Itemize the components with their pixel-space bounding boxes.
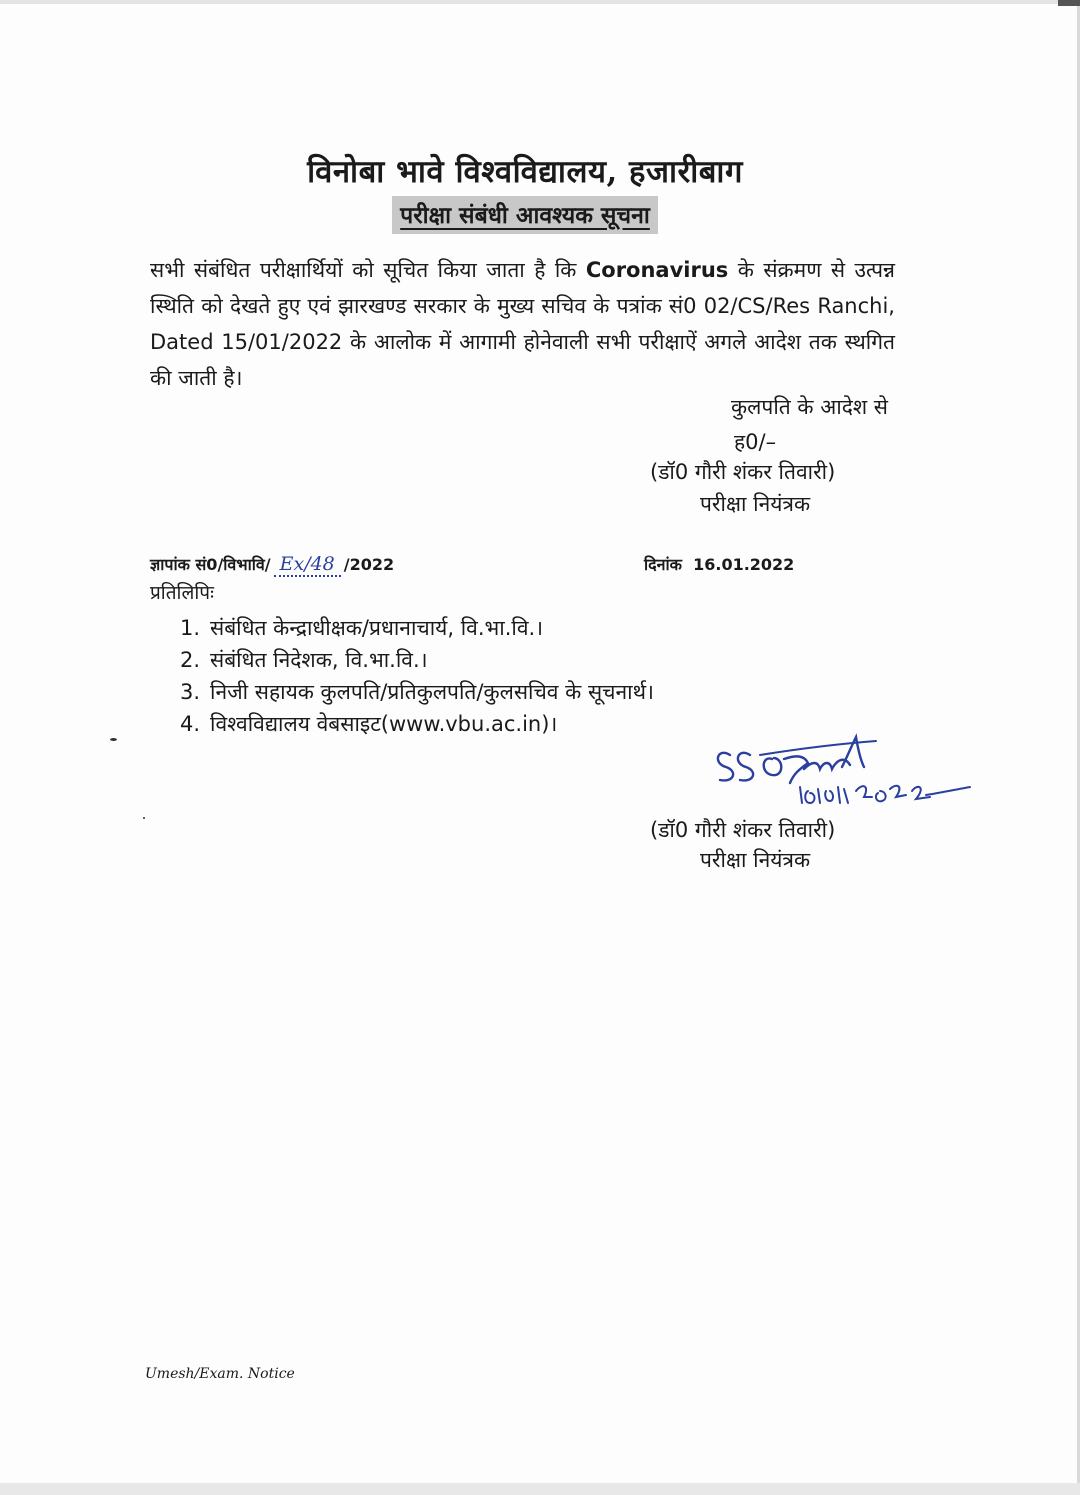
copy-item-number: 2. (180, 648, 201, 672)
copy-item (180, 708, 654, 740)
scan-speck (143, 817, 145, 819)
university-title: विनोबा भावे विश्वविद्यालय, हजारीबाग (307, 154, 743, 190)
memo-date (644, 553, 794, 575)
memo-handwritten-number: Ex/48 (274, 553, 341, 577)
memo-date-value: 16.01.2022 (693, 555, 795, 574)
copy-item (180, 612, 654, 644)
copy-item (180, 644, 654, 676)
copy-item-number: 1. (180, 616, 201, 640)
body-bold-word: Coronavirus (585, 258, 729, 282)
scan-edge-top (0, 0, 1080, 4)
footer-note: Umesh/Exam. Notice (145, 1366, 295, 1382)
signed-mark: ह0/– (734, 430, 777, 454)
signatory-designation: परीक्षा नियंत्रक (700, 492, 811, 516)
scan-corner-mark (1058, 0, 1080, 6)
signatory-name: (डॉ0 गौरी शंकर तिवारी) (650, 460, 836, 484)
copy-item-text: संबंधित केन्द्राधीक्षक/प्रधानाचार्य, वि.भा.वि.। (210, 616, 544, 640)
notice-subject-wrap (0, 196, 1050, 234)
notice-subject: परीक्षा संबंधी आवश्यक सूचना (392, 196, 658, 234)
copy-item-number: 3. (180, 680, 201, 704)
memo-suffix: /2022 (343, 555, 395, 574)
copy-item-number: 4. (180, 712, 201, 736)
notice-body (150, 252, 895, 396)
memo-date-label: दिनांक (644, 555, 682, 574)
copy-item (180, 676, 654, 708)
copy-item-text: संबंधित निदेशक, वि.भा.वि.। (210, 648, 428, 672)
signature-designation: परीक्षा नियंत्रक (700, 848, 811, 872)
copy-item-text: विश्वविद्यालय वेबसाइट(www.vbu.ac.in)। (210, 712, 558, 736)
copy-item-text: निजी सहायक कुलपति/प्रतिकुलपति/कुलसचिव के सूचनार्थ। (210, 680, 654, 704)
copy-to-list (180, 612, 654, 740)
handwritten-signature (700, 725, 980, 815)
scan-speck (110, 738, 117, 741)
scan-edge-bottom (0, 1483, 1080, 1495)
signature-name: (डॉ0 गौरी शंकर तिवारी) (650, 818, 836, 842)
order-line: कुलपति के आदेश से (731, 395, 888, 419)
memo-number (150, 553, 394, 577)
body-text-end: के संक्रमण से उत्पन्न स्थिति को देखते हुए एवं झारखण्ड सरकार के मुख्य सचिव के पत्रांक सं0 02/CS/Res Ranchi, Dated 15/01/2022 के आलोक में आगामी होनेवाली सभी परीक्षाऐं अगले आदेश तक स्थगित की जाती है। (150, 258, 895, 390)
memo-prefix: ज्ञापांक सं0/विभावि/ (150, 555, 271, 574)
copy-to-label: प्रतिलिपिः (150, 582, 214, 604)
body-text-start: सभी संबंधित परीक्षार्थियों को सूचित किया जाता है कि (150, 258, 586, 282)
